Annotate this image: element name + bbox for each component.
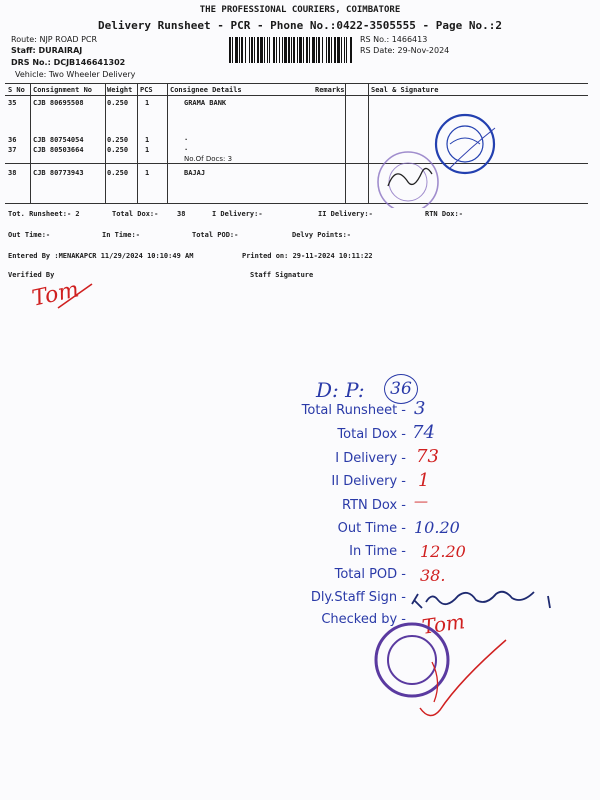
table-bottom-line: [5, 203, 588, 204]
consignment-no: CJB 80503664: [33, 146, 84, 154]
company-title: THE PROFESSIONAL COURIERS, COIMBATORE: [199, 5, 401, 15]
total-dox-value: 38: [177, 210, 186, 218]
weight: 0.250: [107, 169, 129, 177]
verified-by: Verified By: [8, 271, 55, 279]
hw-out-time: 10.20: [414, 518, 460, 537]
dp-value: 36: [384, 374, 418, 404]
pcs: 1: [145, 99, 150, 107]
bank-seal-stamp: [370, 108, 500, 208]
hw-label-total-dox: Total Dox -: [337, 427, 406, 442]
weight: 0.250: [107, 99, 129, 107]
table-row-line: [5, 163, 588, 164]
hw-label-total-pod: Total POD -: [334, 567, 406, 582]
pcr-stamp: [372, 612, 512, 722]
entered-by: Entered By :MENAKAPCR 11/29/2024 10:10:49 AM: [8, 252, 194, 260]
consignee: .: [184, 144, 189, 152]
hw-ii-delivery: 1: [418, 470, 430, 491]
hw-label-staff-sign: Dly.Staff Sign -: [310, 590, 406, 605]
consignee: BAJAJ: [184, 169, 206, 177]
consignee: GRAMA BANK: [184, 99, 227, 107]
dp-label: D: P:: [316, 378, 365, 402]
table-row: 36: [8, 136, 17, 144]
consignee: .: [184, 134, 189, 142]
col-sno: S No: [8, 86, 25, 94]
staff: Staff: DURAIRAJ: [11, 46, 83, 55]
printed-on: Printed on: 29-11-2024 10:11:22: [242, 252, 373, 260]
pcs: 1: [145, 169, 150, 177]
consignment-no: CJB 80695508: [33, 99, 84, 107]
hw-label-rtn-dox: RTN Dox -: [342, 498, 406, 513]
rs-number: RS No.: 1466413: [360, 35, 428, 44]
col-consignment: Consignment No: [33, 86, 93, 94]
ii-delivery: II Delivery:-: [318, 210, 373, 218]
tot-runsheet: Tot. Runsheet:- 2: [8, 210, 80, 218]
hw-label-checked-by: Checked by -: [321, 612, 406, 627]
total-dox-label: Total Dox:-: [112, 210, 159, 218]
staff-signature: Staff Signature: [250, 271, 314, 279]
col-weight: Weight: [107, 86, 133, 94]
weight: 0.250: [107, 146, 129, 154]
route: Route: NJP ROAD PCR: [11, 35, 98, 44]
checked-initials: Tom: [420, 609, 467, 639]
barcode: [227, 37, 355, 63]
col-pcs: PCS: [140, 86, 153, 94]
hw-total-runsheet: 3: [414, 398, 426, 419]
table-header-line: [5, 95, 588, 96]
consignment-no: CJB 80773943: [33, 169, 84, 177]
table-row: 37: [8, 146, 17, 154]
hw-label-ii-delivery: II Delivery -: [331, 474, 406, 489]
table-row: 38: [8, 169, 17, 177]
hw-total-pod: 38.: [420, 566, 446, 585]
hw-label-total-runsheet: Total Runsheet -: [301, 403, 406, 418]
vehicle: Vehicle: Two Wheeler Delivery: [15, 70, 136, 79]
hw-label-i-delivery: I Delivery -: [335, 451, 406, 466]
rtn-dox: RTN Dox:-: [425, 210, 463, 218]
in-time: In Time:-: [102, 231, 140, 239]
hw-rtn-dox: —: [414, 494, 428, 510]
hw-i-delivery: 73: [416, 446, 439, 467]
pcs: 1: [145, 136, 150, 144]
hw-label-in-time: In Time -: [349, 544, 406, 559]
hw-in-time: 12.20: [420, 542, 466, 561]
docs-count: No.Of Docs: 3: [184, 155, 233, 163]
col-remarks: Remarks: [315, 86, 345, 94]
verified-initials: Tom: [29, 277, 82, 312]
table-top-line: [5, 83, 588, 84]
consignment-no: CJB 80754054: [33, 136, 84, 144]
col-seal: Seal & Signature: [371, 86, 439, 94]
weight: 0.250: [107, 136, 129, 144]
out-time: Out Time:-: [8, 231, 51, 239]
hw-label-out-time: Out Time -: [337, 521, 406, 536]
i-delivery: I Delivery:-: [212, 210, 263, 218]
runsheet-title: Delivery Runsheet - PCR - Phone No.:0422-3505555 - Page No.:2: [98, 19, 502, 32]
total-pod: Total POD:-: [192, 231, 239, 239]
col-consignee: Consignee Details: [170, 86, 242, 94]
table-row: 35: [8, 99, 17, 107]
delvy-points: Delvy Points:-: [292, 231, 352, 239]
hw-total-dox: 74: [412, 422, 435, 443]
pcs: 1: [145, 146, 150, 154]
rs-date: RS Date: 29-Nov-2024: [360, 46, 450, 55]
initials-stroke: [56, 282, 96, 312]
drs-number: DRS No.: DCJB146641302: [11, 58, 126, 67]
